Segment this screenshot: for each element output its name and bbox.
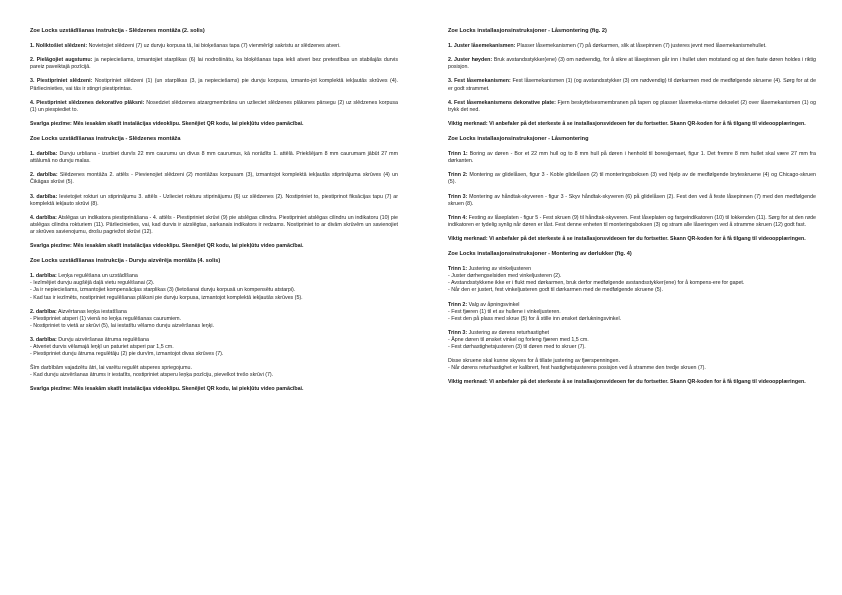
step-text: Novietojiet slēdzeni (7) uz durvju korpusa tā, lai bioķešanas tapa (7) vienmērīgi sakristu ar slēdzenes atveri. [87, 43, 341, 50]
step-line: - Nostipriniet to vietā ar skrūvi (5), lai iestatītu vēlamo durvju aizvēršanas leņķi. [30, 322, 214, 329]
instruction-step [448, 302, 816, 323]
instruction-paragraph [448, 43, 816, 50]
step-lead: Trinn 1: [448, 151, 468, 158]
step-lead: 3. darbība: [30, 193, 58, 200]
instruction-paragraph [448, 215, 816, 229]
step-text: Montering av håndtak-skyveren - figur 3 - Skyv håndtak-skyveren (6) på glidelåsen (2). Fest den ved å feste låsepinnen (7) med den medfølgende skruen (8). [448, 193, 816, 207]
step-text: Nostipriniet slēdzeni (1) (un starplikas (3, ja nepieciešams) pie durvju korpusa, izmanto-jot komplektā iekļautās skrūves (4). Pārliecinieties, vai tās ir stingri piestiprintas. [30, 78, 399, 92]
step-lead: Trinn 2: [448, 172, 468, 179]
step-lead: Trinn 4: [448, 214, 468, 221]
instruction-step [448, 266, 816, 294]
step-text: Ievietojiet rokturi un stiprinājumu 3. attēls - Uzlieciet rokturu stiprinājumu (6) uz slēdzenes (2). Nostipriniet to, piestiprinot fiksācijas tapu (7) ar komplektā iekļauto skrūvi (8). [30, 193, 398, 207]
step-line: - Iezīmējiet durvju augšējā daļā vietu regulēšanai (2). [30, 280, 155, 287]
instruction-paragraph [30, 43, 398, 50]
step-line: - Ja ir nepieciešams, izmantojiet kompensācijas starplikas (3) (lietošanai durvju korpusā un kompensētu atstarpi). [30, 287, 296, 294]
step-line: Šīm darbībām vajadzētu ātri, lai varētu regulēt atsperes spriegojumu. [30, 365, 192, 372]
instruction-paragraph [30, 172, 398, 186]
step-lead: 2. darbība: [30, 308, 57, 315]
section-heading: Zoe Locks uzstādīšanas instrukcija - Slēdzenes montāža [30, 135, 181, 142]
instruction-paragraph [448, 78, 816, 92]
step-lead: Trinn 2: [448, 301, 468, 308]
section-heading: Zoe Locks installasjonsinstruksjoner - Låsmontering (fig. 2) [448, 28, 607, 34]
step-line: - Juster dørhengselsiden med vinkeljusteren (2). [448, 273, 562, 280]
step-line: - Piestipriniet atsperi (1) vienā no leņķa regulēšanas caurumiem. [30, 315, 182, 322]
step-line: - Kad tas ir iezīmēts, nostipriniet regulēšanas plāksni pie durvju korpusa, izmantojot komplektā iekļautās skrūves (5). [30, 294, 303, 301]
step-text: Fjern beskyttelsesmembranen på tapen og plasser låsemeka-nisme dekselet (2) over låsemekanismen (1) og trykk det ned. [448, 99, 816, 113]
instruction-paragraph [30, 78, 398, 92]
instruction-paragraph [30, 100, 398, 114]
step-line: - Kad durvju aizvēršanas ātrums ir iestatīts, nostipriniet atsperu leņķa pozīciju, pievelkot trešo skrūvi (7). [30, 372, 274, 379]
important-note: Viktig merknad: Vi anbefaler på det sterkeste å se installasjonsvideoen før du fortsetter. Skann QR-koden for å få tilgang til videoopplæringen. [448, 235, 806, 242]
instruction-paragraph [448, 172, 816, 186]
step-title: Leņķa regulēšana un uzstādīšana [58, 273, 138, 280]
section-heading: Zoe Locks installasjonsinstruksjoner - Låsmontering [448, 135, 589, 142]
step-lead: 1. Noliktošiet slēdzeni: [30, 43, 88, 50]
step-line: - Piestipriniet durvju ātruma regulētāju (2) pie durvīm, izmantojot divas skrūves (7). [30, 351, 224, 358]
instruction-paragraph [448, 100, 816, 114]
instruction-paragraph [30, 151, 398, 165]
instruction-step [448, 330, 816, 351]
step-line: - Når dørens returhastighet er kalibrert, fest hastighetsjusterens posisjon ved å stramme den tredje skruen (7). [448, 365, 706, 372]
important-note: Svarīga piezīme: Mēs iesakām skatīt instalācijas videoklipu. Skenējiet QR kodu, lai piekļūtu video pamācībai. [30, 386, 304, 393]
step-line: - Åpne døren til ønsket vinkel og forleng fjæren med 1,5 cm. [448, 336, 589, 343]
instruction-step [448, 358, 816, 372]
left-column [30, 28, 398, 402]
instruction-paragraph [448, 151, 816, 165]
step-text: Festing av låseplaten - figur 5 - Fest skruen (9) til håndtak-skyveren. Fest låseplaten og fargeindikatoren (10) til lokkenden (11). Sørg for at den røde indikatoren er tydelig synlig når døren er låst. Fest denne enheten til monteringsboksen (3) og stram alle låseringen ved å stramme skruen (12) godt fast. [448, 214, 816, 228]
step-text: ja nepieciešams, izmantojiet starplikas (6) lai nodrošinātu, ka bloķēšanas tapa iekš atveri bez pretestības un stabilajās durvis pareiz paveiktajā pozīcijā. [30, 57, 398, 71]
step-line: Disse skruene skal kunne skyves for å tillate justering av fjærspenningen. [448, 358, 620, 365]
step-title: Durvju aizvēršanas ātruma regulēšana [58, 336, 149, 343]
step-title: Valg av åpningsvinkel [468, 301, 520, 308]
step-lead: 3. Piestipriniet slēdzeni: [30, 78, 93, 85]
step-line: - Fest fjæren (1) til et av hullene i vinkeljusteren. [448, 308, 561, 315]
instruction-step [30, 365, 398, 379]
step-lead: Trinn 1: [448, 266, 468, 273]
step-title: Aizvērtanas leņķa iestatīšana [57, 308, 127, 315]
step-lead: 4. Piestipriniet slēdzenes dekoratīvo plāksni: [30, 99, 145, 106]
step-lead: 1. darbība: [30, 151, 58, 158]
instruction-step [30, 309, 398, 330]
right-column [448, 28, 816, 394]
step-text: Durvju urbšana - izurbiet durvīs 22 mm caurumu un divus 8 mm caurumus, kā norādīts 1. attēlā. Priekšējam 8 mm caurumam jābūt 27 mm attālumā no durvju malas. [30, 151, 398, 165]
step-lead: 3. darbība: [30, 336, 57, 343]
step-text: Fest låsemekanismen (1) (og avstandsstykker (3) om nødvendig) til dørkarmen med de medfølgende skruene (4). Sørg for at de er godt strammet. [448, 78, 817, 92]
important-note: Svarīga piezīme: Mēs iesakām skatīt instalācijas videoklipu. Skenējiet QR kodu, lai piekļūtu video pamācībai. [30, 243, 304, 249]
section-heading: Zoe Locks uzstādīšanas instrukcija - Slēdzenes montāža (2. solis) [30, 28, 205, 34]
section-heading: Zoe Locks uzstādīšanas instrukcija - Durvju aizvērēja montāža (4. solis) [30, 258, 221, 265]
section-heading: Zoe Locks installasjonsinstruksjoner - Montering av dørlukker (fig. 4) [448, 251, 632, 257]
step-text: Slēdzenes montāža 2. attēls - Pievienojiet slēdzeni (2) montāžas korpusam (3), izmantojot komplektā iekļautās stiprinājuma skrūves (4) un Čikāgas skrūvi (5). [30, 172, 398, 186]
step-lead: 1. darbība: [30, 273, 57, 280]
step-line: - Atveriet durvis vēlamajā leņķī un paturiet atsperi par 1,5 cm. [30, 344, 174, 351]
step-lead: 4. darbība: [30, 214, 57, 221]
instruction-paragraph [448, 194, 816, 208]
step-text: Bruk avstandsstykker(ene) (3) om nødvendig, for å sikre at låsepinnen går inn i hullet uten motstand og at den faste døren holdes i riktig posisjon. [448, 57, 817, 71]
step-lead: 2. darbība: [30, 172, 58, 179]
important-note: Viktig merknad: Vi anbefaler på det sterkeste å se installasjonsvideoen før du fortsetter. Skann QR-koden for å få tilgang til videoopplæringen. [448, 379, 806, 386]
step-text: Boring av døren - Bor et 22 mm hull og to 8 mm hull på døren i henhold til boresjjemaet, figur 1. Det fremre 8 mm hullet skal være 27 mm fra dørkanten. [448, 151, 816, 165]
step-lead: Trinn 3: [448, 193, 468, 200]
instruction-step [30, 273, 398, 301]
step-line: - Når den er justert, fest vinkeljusteren godt til dørkarmen med de medfølgende skruene (5). [448, 287, 663, 294]
step-line: - Avstandsstykkene ikke er i flukt med dørkarmen, bruk derfor medfølgende avstandsstykker(ene) for å kompens-ere for gapet. [448, 280, 745, 287]
step-title: Justering av vinkeljusteren [468, 266, 532, 273]
instruction-paragraph [30, 194, 398, 208]
instruction-step [30, 337, 398, 358]
step-text: Montering av glidelåsen, figur 3 - Koble glidelåsen (2) til monteringsboksen (3) ved hjelp av de medfølgende bryteskruene (4) og Chicago-skruen (5). [448, 172, 816, 186]
step-lead: Trinn 3: [448, 329, 468, 336]
step-text: Atslēgas un indikatora piestiprināšana - 4. attēls - Piestipriniet skrūvi (9) pie atslēgas cilindra. Piestipriniet atslēgas cilindru un indikatoru (10) pie atslēgas cilindra rokturiem (11). Pārliecinieties, vai, kad durvis ir aizslēgtas, sarkanais indikators ir redzams. Nostipriniet to ar divām skrūvēm un savienojiet ar skrūves savienojumu, drošu pagriežot skrūvi (12). [30, 214, 398, 235]
step-lead: 4. Fest låsemekanismens dekorative plate: [448, 99, 556, 106]
important-note: Svarīga piezīme: Mēs iesakām skatīt instalācijas videoklipu. Skenējiet QR kodu, lai piekļūtu video pamācībai. [30, 120, 304, 127]
step-line: - Fest den på plass med skrue (5) for å stille inn ønsket dørlukningsvinkel. [448, 315, 622, 322]
step-lead: 2. Juster høyden: [448, 57, 493, 64]
instruction-paragraph [30, 215, 398, 236]
step-line: - Fest dørhastighetsjusteren (3) til døren med to skruer (7). [448, 344, 586, 351]
step-text: Plasser låsemekanismen (7) på dørkarmen, slik at låsepinnen (7) justeres jevnt med låsemekanismehullet. [515, 43, 767, 50]
important-note: Viktig merknad: Vi anbefaler på det sterkeste å se installasjonsvideoen før du fortsetter. Skann QR-koden for å få tilgang til videoopplæringen. [448, 120, 806, 127]
instruction-paragraph [448, 57, 816, 71]
step-lead: 1. Juster låsemekanismen: [448, 43, 516, 50]
step-text: Nosedziet slēdzenes atzargmembrānu un uzlieciet slēdzenes plāksnes pārsegu (2) uz slēdzenes korpusa (1) un piespiediet to. [30, 99, 398, 113]
step-title: Justering av dørens returhastighet [468, 329, 550, 336]
instruction-paragraph [30, 57, 398, 71]
step-lead: 2. Pielāgojiet augstumu: [30, 57, 93, 64]
step-lead: 3. Fest låsemekanismen: [448, 78, 511, 85]
